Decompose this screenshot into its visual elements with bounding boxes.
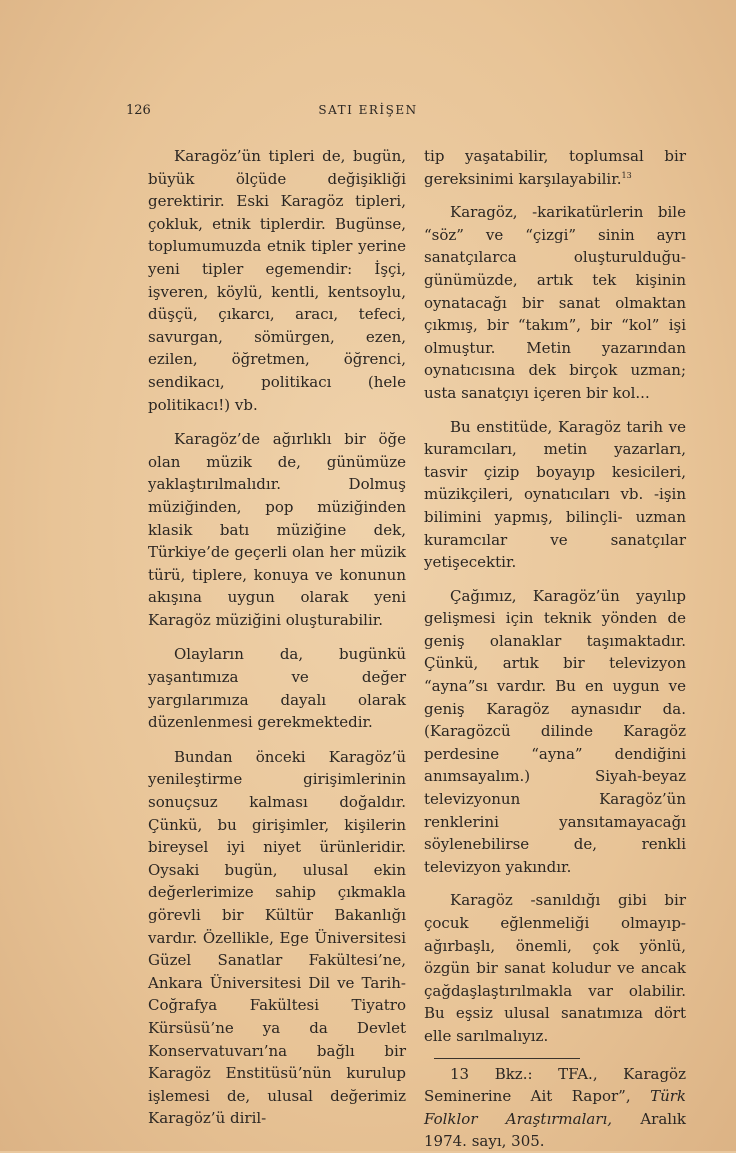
- paragraph: Bundan önceki Karagöz’ü yenileştirme girişimlerinin sonuçsuz kalması doğaldır. Çünkü, bu girişimler, kişilerin bireysel iyi niyet ürünleridir. Oysaki bugün, ulusal ekin değerlerimize sahip çıkmakla görevli bir Kültür Bakanlığı vardır. Özellikle, Ege Üniversitesi Güzel Sanatlar Fakültesi’ne, Ankara Üniversitesi Dil ve Tarih-Coğrafya Fakültesi Tiyatro Kürsüsü’ne ya da Devlet Konservatuvarı’na bağlı bir Karagöz Enstitüsü’nün kurulup işlemesi de, ulusal değerimiz Karagöz’ü diril-: [148, 747, 406, 1128]
- running-head: SATI ERİŞEN: [318, 103, 418, 117]
- continuation-text: tip yaşatabilir, toplumsal bir gereksinimi karşılayabilir.: [424, 147, 686, 188]
- footnote-number: 13: [450, 1064, 470, 1083]
- page-number: 126: [126, 103, 151, 118]
- footnote-text: Bkz.: TFA., Karagöz Seminerine Ait Rapor”,: [424, 1064, 686, 1106]
- right-column: [424, 145, 686, 1153]
- footnote-reference: 13: [621, 170, 632, 180]
- paragraph: Karagöz’ün tipleri de, bugün, büyük ölçüde değişikliği gerektirir. Eski Karagöz tipleri, çokluk, etnik tiplerdir. Bugünse, toplumumuzda etnik tipler yerine yeni tipler egemendir: İşçi, işveren, köylü, kentli, kentsoylu, düşçü, çıkarcı, aracı, tefeci, savurgan, sömürgen, ezen, ezilen, öğretmen, öğrenci, sendikacı, politikacı (hele politikacı!) vb.: [148, 147, 406, 414]
- paragraph: Çağımız, Karagöz’ün yayılıp gelişmesi için teknik yönden de geniş olanaklar taşımaktadır. Çünkü, artık bir televizyon “ayna”sı vardır. Bu en uygun ve geniş Karagöz aynasıdır da. (Karagözcü dilinde Karagöz perdesine “ayna” dendiğini anımsayalım.) Siyah-beyaz televizyonun Karagöz’ün renklerini yansıtamayacağı söylenebilirse de, renkli televizyon yakındır.: [424, 586, 686, 876]
- left-column: [148, 145, 406, 1130]
- paragraph: Bu enstitüde, Karagöz tarih ve kuramcıları, metin yazarları, tasvir çizip boyayıp kesicileri, müzikçileri, oynatıcıları vb. -işin bilimini yapmış, bilinçli- uzman kuramcılar ve sanatçılar yetişecektir.: [424, 417, 686, 572]
- footnote-journal-title: Türk Folklor Araştırmaları,: [424, 1087, 686, 1128]
- paragraph-continuation: [424, 145, 686, 190]
- footnote-date: Aralık 1974. sayı, 305.: [424, 1109, 686, 1151]
- paragraph: Olayların da, bugünkü yaşantımıza ve değer yargılarımıza dayalı olarak düzenlenmesi gerekmektedir.: [148, 645, 406, 732]
- footnote-divider: [434, 1058, 580, 1059]
- paragraph: Karagöz’de ağırlıklı bir öğe olan müzik de, günümüze yaklaştırılmalıdır. Dolmuş müziğinden, pop müziğinden klasik batı müziğine dek, Türkiye’de geçerli olan her müzik türü, tiplere, konuya ve konunun akışına uygun olarak yeni Karagöz müziğini oluşturabilir.: [148, 430, 406, 629]
- page-header: [0, 103, 736, 123]
- paragraph: Karagöz -sanıldığı gibi bir çocuk eğlenmeliği olmayıp- ağırbaşlı, önemli, çok yönlü, özgün bir sanat koludur ve ancak çağdaşlaştırılmakla var olabilir. Bu eşsiz ulusal sanatımıza dört elle sarılmalıyız.: [424, 891, 686, 1045]
- paragraph: Karagöz, -karikatürlerin bile “söz” ve “çizgi” sinin ayrı sanatçılarca oluşturulduğu- günümüzde, artık tek kişinin oynatacağı bir sanat olmaktan çıkmış, bir “takım”, bir “kol” işi olmuştur. Metin yazarından oynatıcısına dek birçok uzman; usta sanatçıyı içeren bir kol...: [424, 203, 686, 402]
- footnote: [424, 1063, 686, 1153]
